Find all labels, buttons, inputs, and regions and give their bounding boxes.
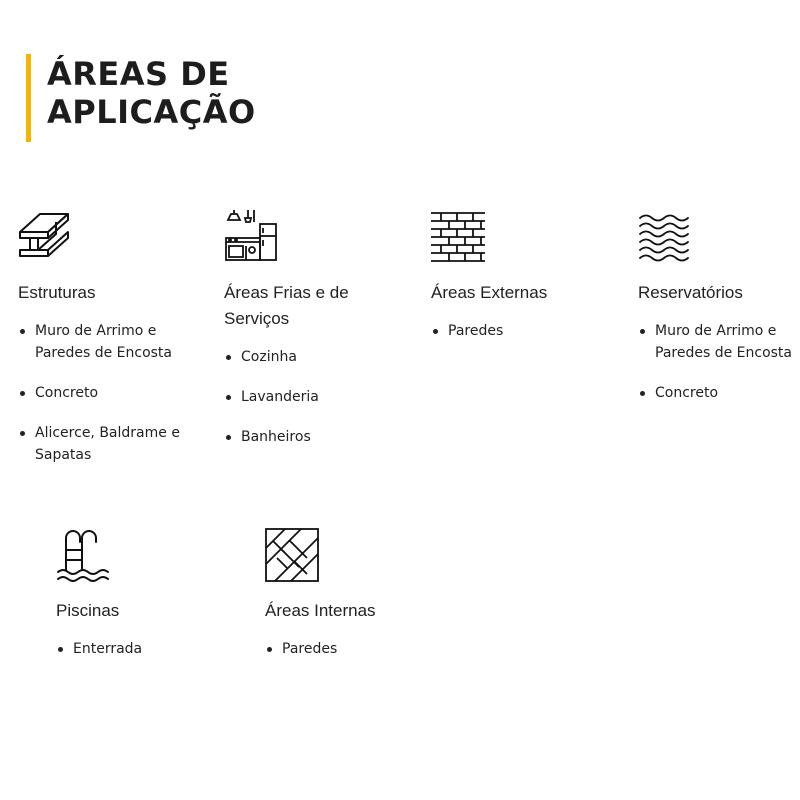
item-list <box>224 346 414 448</box>
card-title: Áreas Frias e de Serviços <box>224 283 349 328</box>
card-areas-externas <box>431 210 621 360</box>
list-item: Lavanderia <box>224 386 414 408</box>
list-item: Paredes <box>265 638 455 660</box>
section-title <box>26 54 256 142</box>
card-areas-internas <box>265 528 455 678</box>
item-list <box>265 638 455 660</box>
water-waves-icon <box>638 210 692 264</box>
item-list <box>18 320 208 466</box>
card-title: Estruturas <box>18 283 96 302</box>
card-title: Piscinas <box>56 601 120 620</box>
list-item: Concreto <box>18 382 208 404</box>
brick-wall-icon <box>431 210 485 264</box>
title-line-1: ÁREAS DE <box>47 55 230 93</box>
title-line-2: APLICAÇÃO <box>47 93 256 131</box>
card-reservatorios <box>638 210 798 422</box>
card-areas-frias <box>224 210 414 466</box>
pool-ladder-icon <box>56 528 110 582</box>
card-title: Reservatórios <box>638 283 743 302</box>
list-item: Muro de Arrimo e Paredes de Encosta <box>18 320 208 364</box>
floor-tiles-icon <box>265 528 319 582</box>
item-list <box>431 320 621 342</box>
card-piscinas <box>56 528 246 678</box>
list-item: Paredes <box>431 320 621 342</box>
steel-beam-icon <box>18 210 72 264</box>
list-item: Banheiros <box>224 426 414 448</box>
card-title: Áreas Externas <box>431 283 548 302</box>
card-title: Áreas Internas <box>265 601 376 620</box>
item-list <box>638 320 798 404</box>
list-item: Enterrada <box>56 638 246 660</box>
list-item: Cozinha <box>224 346 414 368</box>
list-item: Concreto <box>638 382 798 404</box>
item-list <box>56 638 246 660</box>
kitchen-icon <box>224 210 278 264</box>
card-estruturas <box>18 210 208 484</box>
list-item: Muro de Arrimo e Paredes de Encosta <box>638 320 798 364</box>
list-item: Alicerce, Baldrame e Sapatas <box>18 422 208 466</box>
